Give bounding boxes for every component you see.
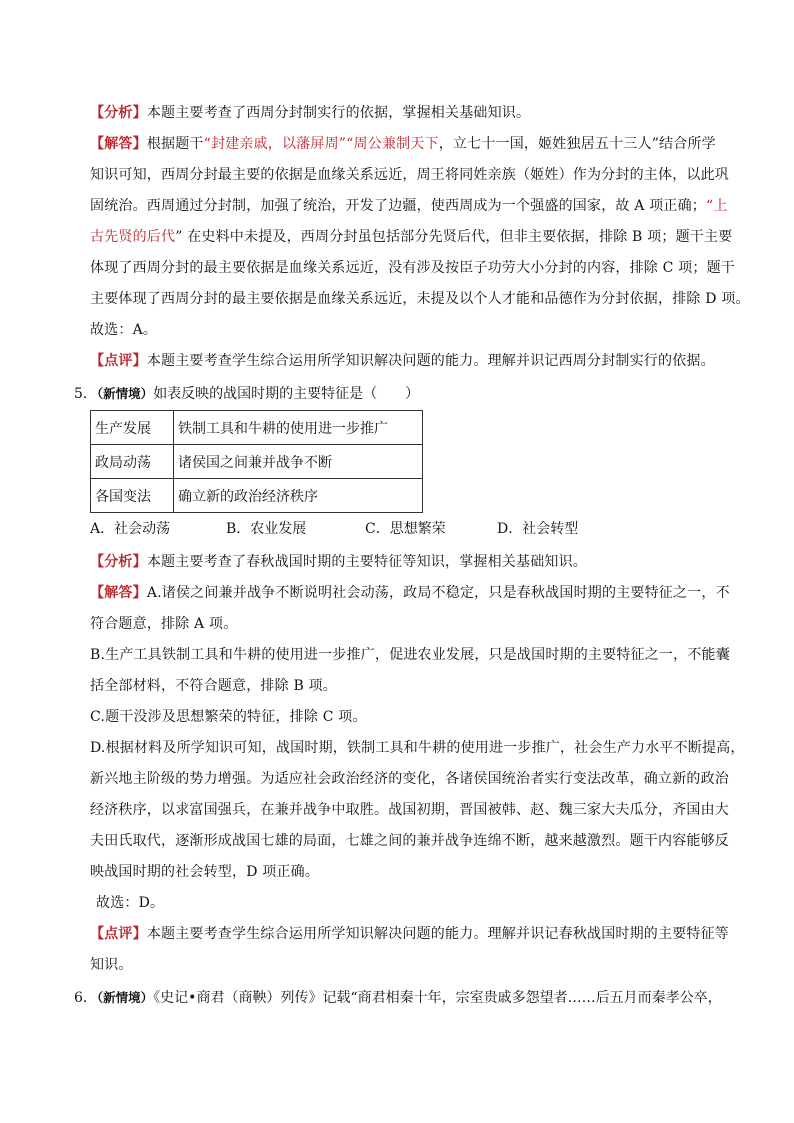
analysis-tag: 【分析】 — [90, 105, 147, 121]
new-situation-tag: （新情境） — [96, 990, 154, 1005]
q5-choice: 故选：D。 — [96, 895, 165, 911]
q4-answer-line: 根据题干 — [146, 136, 204, 152]
table-cell: 政局动荡 — [91, 445, 174, 479]
table-row — [91, 411, 423, 445]
question-number: 6． — [74, 990, 97, 1006]
q4-analysis-text: 本题主要考查了西周分封制实行的依据，掌握相关基础知识。 — [146, 105, 531, 121]
table-cell: 确立新的政治经济秩序 — [174, 479, 423, 513]
q5-comment-text: 本题主要考查学生综合运用所学知识解决问题的能力。理解并识记春秋战国时期的主要特征等 — [146, 926, 730, 942]
comment-tag: 【点评】 — [90, 926, 147, 942]
q4-analysis — [90, 98, 730, 129]
table-cell: 各国变法 — [91, 479, 174, 513]
table-cell: 铁制工具和牛耕的使用进一步推广 — [174, 411, 423, 445]
q5-answer-line: 经济秩序，以求富国强兵，在兼并战争中取胜。战国初期，晋国被韩、赵、魏三家大夫瓜分，齐国由大 — [90, 802, 729, 818]
q6-stem — [74, 986, 754, 1010]
q5-answer-line: 新兴地主阶级的势力增强。为适应社会政治经济的变化，各诸侯国统治者实行变法改革，确立新的政治 — [90, 771, 729, 787]
q4-answer-line: ，立七十一国，姬姓独居五十三人”结合所学 — [438, 136, 716, 152]
q4-choice: 故选：A。 — [90, 322, 158, 338]
q4-answer-line: 固统治。西周通过分封制，加强了统治，开发了边疆，使西周成为一个强盛的国家，故 A 项正确； — [90, 198, 707, 214]
q4-answer-line: 知识可知，西周分封最主要的依据是血缘关系远近，周王将同姓亲族（姬姓）作为分封的主体，以此巩 — [90, 167, 729, 183]
q5-answer-line: 符合题意，排除 A 项。 — [90, 616, 238, 632]
q4-answer-line: ” 在史料中未提及，西周分封虽包括部分先贤后代，但非主要依据，排除 B 项；题干主要 — [175, 229, 733, 245]
analysis-tag: 【分析】 — [90, 554, 147, 570]
answer-tag: 【解答】 — [90, 136, 147, 152]
quote-text: “上 — [706, 198, 728, 214]
q5-answer — [90, 578, 745, 919]
option-d: D．社会转型 — [497, 521, 579, 537]
q5-options — [90, 517, 578, 541]
q5-answer-line: B.生产工具铁制工具和牛耕的使用进一步推广，促进农业发展，只是战国时期的主要特征之一，不能囊 — [90, 647, 730, 663]
option-a: A．社会动荡 — [90, 521, 171, 537]
q5-comment-text: 知识。 — [90, 957, 133, 973]
comment-tag: 【点评】 — [90, 353, 147, 369]
q5-answer-line: C.题干没涉及思想繁荣的特征，排除 C 项。 — [90, 709, 367, 725]
quote-text: 古先贤的后代 — [90, 229, 176, 245]
q5-analysis-text: 本题主要考查了春秋战国时期的主要特征等知识，掌握相关基础知识。 — [146, 554, 588, 570]
table-row — [91, 479, 423, 513]
option-b: B．农业发展 — [226, 521, 307, 537]
q4-answer-line: 体现了西周分封的最主要依据是血缘关系远近，没有涉及按臣子功劳大小分封的内容，排除 C 项；题干 — [90, 260, 736, 276]
q4-answer-line: 主要体现了西周分封的最主要依据是血缘关系远近，未提及以个人才能和品德作为分封依据，排除 D 项。 — [90, 291, 750, 307]
q5-answer-line: A.诸侯之间兼并战争不断说明社会动荡，政局不稳定，只是春秋战国时期的主要特征之一，不 — [146, 585, 730, 601]
q5-answer-line: 括全部材料，不符合题意，排除 B 项。 — [90, 678, 337, 694]
q5-comment — [90, 919, 730, 981]
q5-stem — [74, 382, 754, 406]
new-situation-tag: （新情境） — [96, 386, 154, 401]
q5-answer-line: 夫田氏取代，逐渐形成战国七雄的局面，七雄之间的兼并战争连绵不断，越来越激烈。题干内容能够反 — [90, 833, 729, 849]
quote-text: “周公兼制天下 — [346, 136, 439, 152]
table-row — [91, 445, 423, 479]
table-cell: 生产发展 — [91, 411, 174, 445]
table-cell: 诸侯国之间兼并战争不断 — [174, 445, 423, 479]
quote-text: “封建亲戚，以藩屏周” — [203, 136, 347, 152]
q5-material-table — [90, 410, 423, 513]
q4-comment-text: 本题主要考查学生综合运用所学知识解决问题的能力。理解并识记西周分封制实行的依据。 — [146, 353, 715, 369]
answer-tag: 【解答】 — [90, 585, 147, 601]
question-stem: 《史记•商君（商鞅）列传》记载“商君相秦十年，宗室贵戚多怨望者……后五月而秦孝公卒， — [153, 990, 722, 1006]
q5-answer-line: 映战国时期的社会转型，D 项正确。 — [90, 864, 320, 880]
question-number: 5． — [74, 386, 97, 402]
q5-answer-line: D.根据材料及所学知识可知，战国时期，铁制工具和牛耕的使用进一步推广，社会生产力水平不断提高， — [90, 740, 745, 756]
q4-comment — [90, 346, 730, 377]
q5-analysis — [90, 547, 730, 578]
q4-answer — [90, 129, 750, 346]
question-stem: 如表反映的战国时期的主要特征是（ ） — [153, 386, 420, 402]
option-c: C．思想繁荣 — [365, 521, 446, 537]
